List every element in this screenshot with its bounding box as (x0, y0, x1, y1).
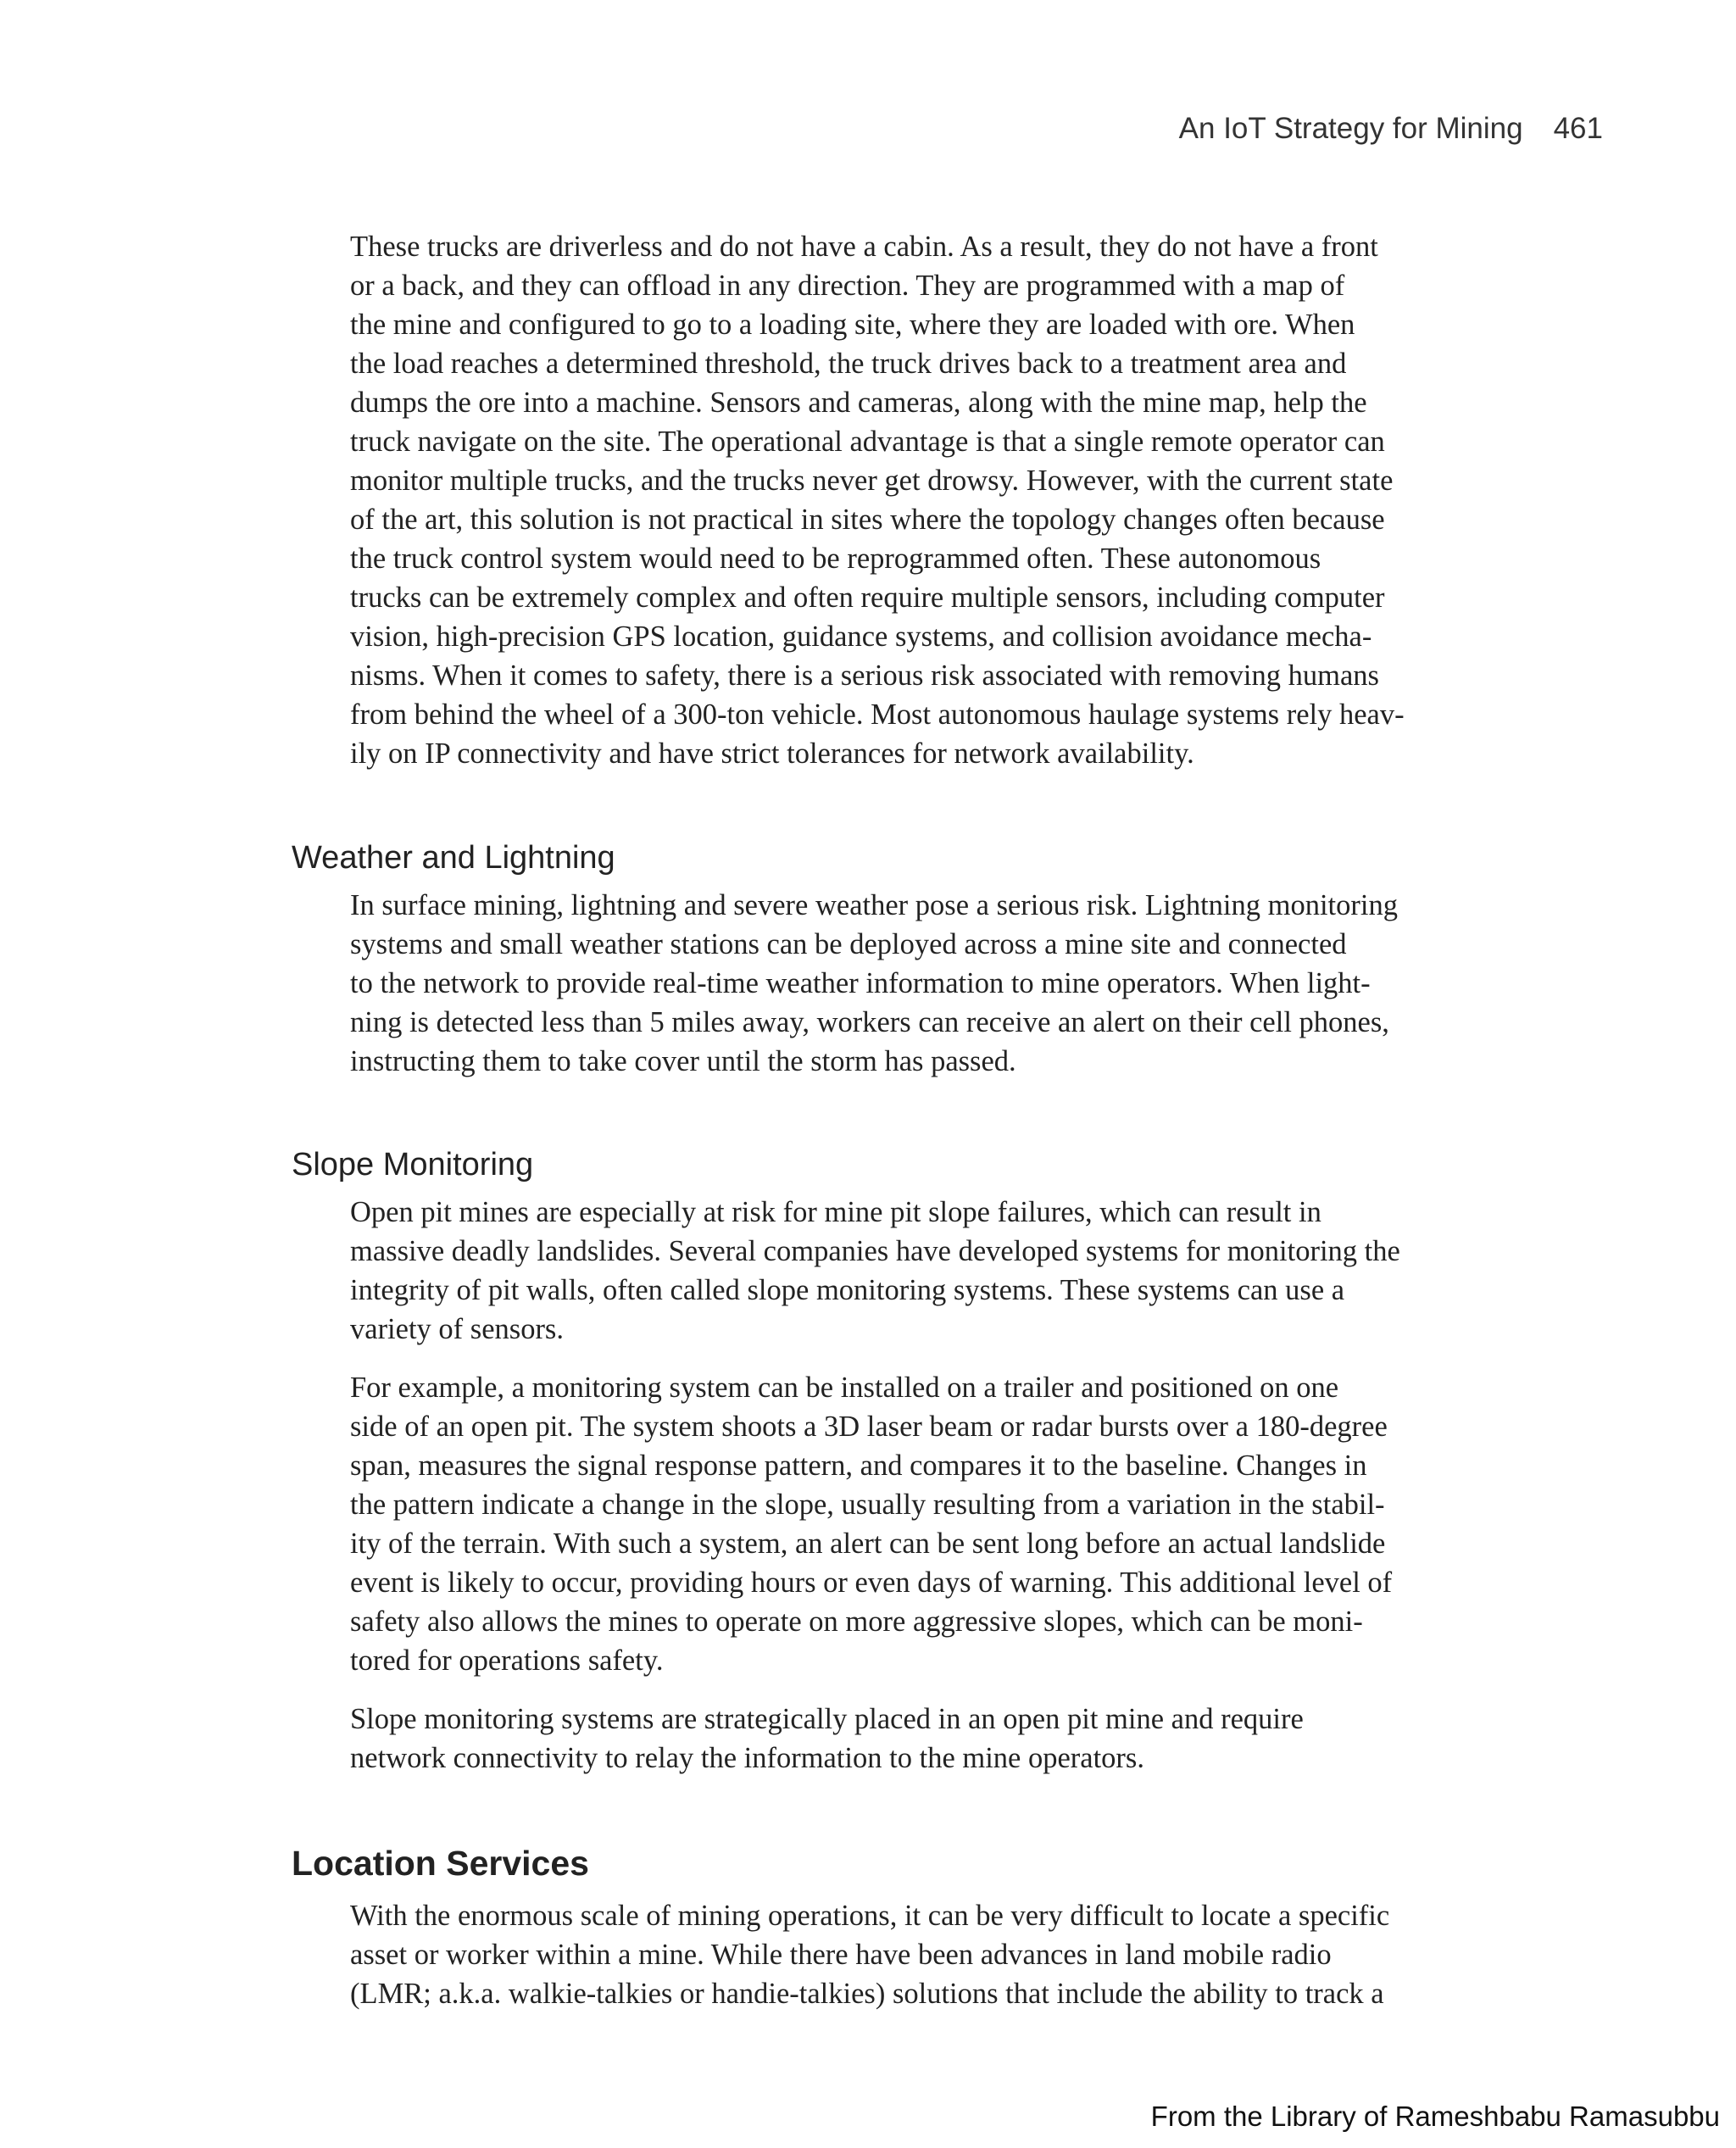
text-line: trucks can be extremely complex and often require multiple sensors, including computer (350, 582, 1385, 614)
text-line: safety also allows the mines to operate on more aggressive slopes, which can be moni- (350, 1605, 1363, 1638)
text-line: variety of sensors. (350, 1313, 564, 1345)
text-line: ity of the terrain. With such a system, an alert can be sent long before an actual landslide (350, 1528, 1386, 1560)
text-line: event is likely to occur, providing hours or even days of warning. This additional level of (350, 1566, 1393, 1599)
text-line: network connectivity to relay the information to the mine operators. (350, 1742, 1144, 1774)
text-line: These trucks are driverless and do not have a cabin. As a result, they do not have a front (350, 231, 1378, 263)
text-line: massive deadly landslides. Several companies have developed systems for monitoring the (350, 1235, 1400, 1267)
text-line: from behind the wheel of a 300-ton vehicle. Most autonomous haulage systems rely heav- (350, 698, 1405, 731)
text-line: of the art, this solution is not practical in sites where the topology changes often because (350, 504, 1385, 536)
paragraph-slope-3 (350, 1700, 1537, 1778)
text-line: or a back, and they can offload in any direction. They are programmed with a map of (350, 270, 1345, 302)
text-line: the pattern indicate a change in the slope, usually resulting from a variation in the stabil- (350, 1489, 1385, 1521)
text-line: truck navigate on the site. The operational advantage is that a single remote operator can (350, 426, 1385, 458)
text-line: dumps the ore into a machine. Sensors and cameras, along with the mine map, help the (350, 387, 1367, 419)
running-header (1179, 112, 1603, 146)
text-line: integrity of pit walls, often called slope monitoring systems. These systems can use a (350, 1274, 1345, 1306)
text-line: Slope monitoring systems are strategically placed in an open pit mine and require (350, 1703, 1304, 1735)
text-line: systems and small weather stations can be deployed across a mine site and connected (350, 928, 1347, 960)
text-line: span, measures the signal response pattern, and compares it to the baseline. Changes in (350, 1450, 1367, 1482)
page-number: 461 (1553, 112, 1603, 145)
paragraph-slope-1 (350, 1193, 1537, 1349)
text-line: Open pit mines are especially at risk for mine pit slope failures, which can result in (350, 1196, 1321, 1228)
paragraph-slope-2 (350, 1368, 1537, 1680)
paragraph-autonomous-trucks (350, 227, 1537, 773)
text-line: asset or worker within a mine. While there have been advances in land mobile radio (350, 1939, 1332, 1971)
library-footer: From the Library of Rameshbabu Ramasubbu (1150, 2101, 1720, 2132)
text-line: the mine and configured to go to a loading site, where they are loaded with ore. When (350, 309, 1355, 341)
text-line: vision, high-precision GPS location, guidance systems, and collision avoidance mecha- (350, 620, 1372, 653)
text-line: the load reaches a determined threshold, the truck drives back to a treatment area and (350, 348, 1347, 380)
text-line: In surface mining, lightning and severe weather pose a serious risk. Lightning monitoring (350, 889, 1398, 921)
text-line: (LMR; a.k.a. walkie-talkies or handie-talkies) solutions that include the ability to track a (350, 1978, 1384, 2010)
text-line: to the network to provide real-time weather information to mine operators. When light- (350, 967, 1371, 999)
text-line: side of an open pit. The system shoots a 3D laser beam or radar bursts over a 180-degree (350, 1411, 1388, 1443)
heading-weather-lightning: Weather and Lightning (292, 840, 615, 876)
text-line: the truck control system would need to be reprogrammed often. These autonomous (350, 543, 1321, 575)
running-title: An IoT Strategy for Mining (1178, 112, 1523, 145)
text-line: monitor multiple trucks, and the trucks never get drowsy. However, with the current state (350, 465, 1394, 497)
heading-location-services: Location Services (292, 1844, 589, 1883)
text-line: For example, a monitoring system can be installed on a trailer and positioned on one (350, 1372, 1339, 1404)
text-line: ily on IP connectivity and have strict tolerances for network availability. (350, 737, 1194, 770)
paragraph-location (350, 1896, 1537, 2013)
text-line: With the enormous scale of mining operations, it can be very difficult to locate a specific (350, 1900, 1390, 1932)
text-line: tored for operations safety. (350, 1644, 664, 1677)
text-line: instructing them to take cover until the storm has passed. (350, 1045, 1016, 1077)
text-line: ning is detected less than 5 miles away, workers can receive an alert on their cell phones, (350, 1006, 1389, 1038)
heading-slope-monitoring: Slope Monitoring (292, 1147, 534, 1183)
text-line: nisms. When it comes to safety, there is a serious risk associated with removing humans (350, 659, 1379, 692)
page-content (292, 227, 1495, 2013)
paragraph-weather (350, 886, 1537, 1081)
